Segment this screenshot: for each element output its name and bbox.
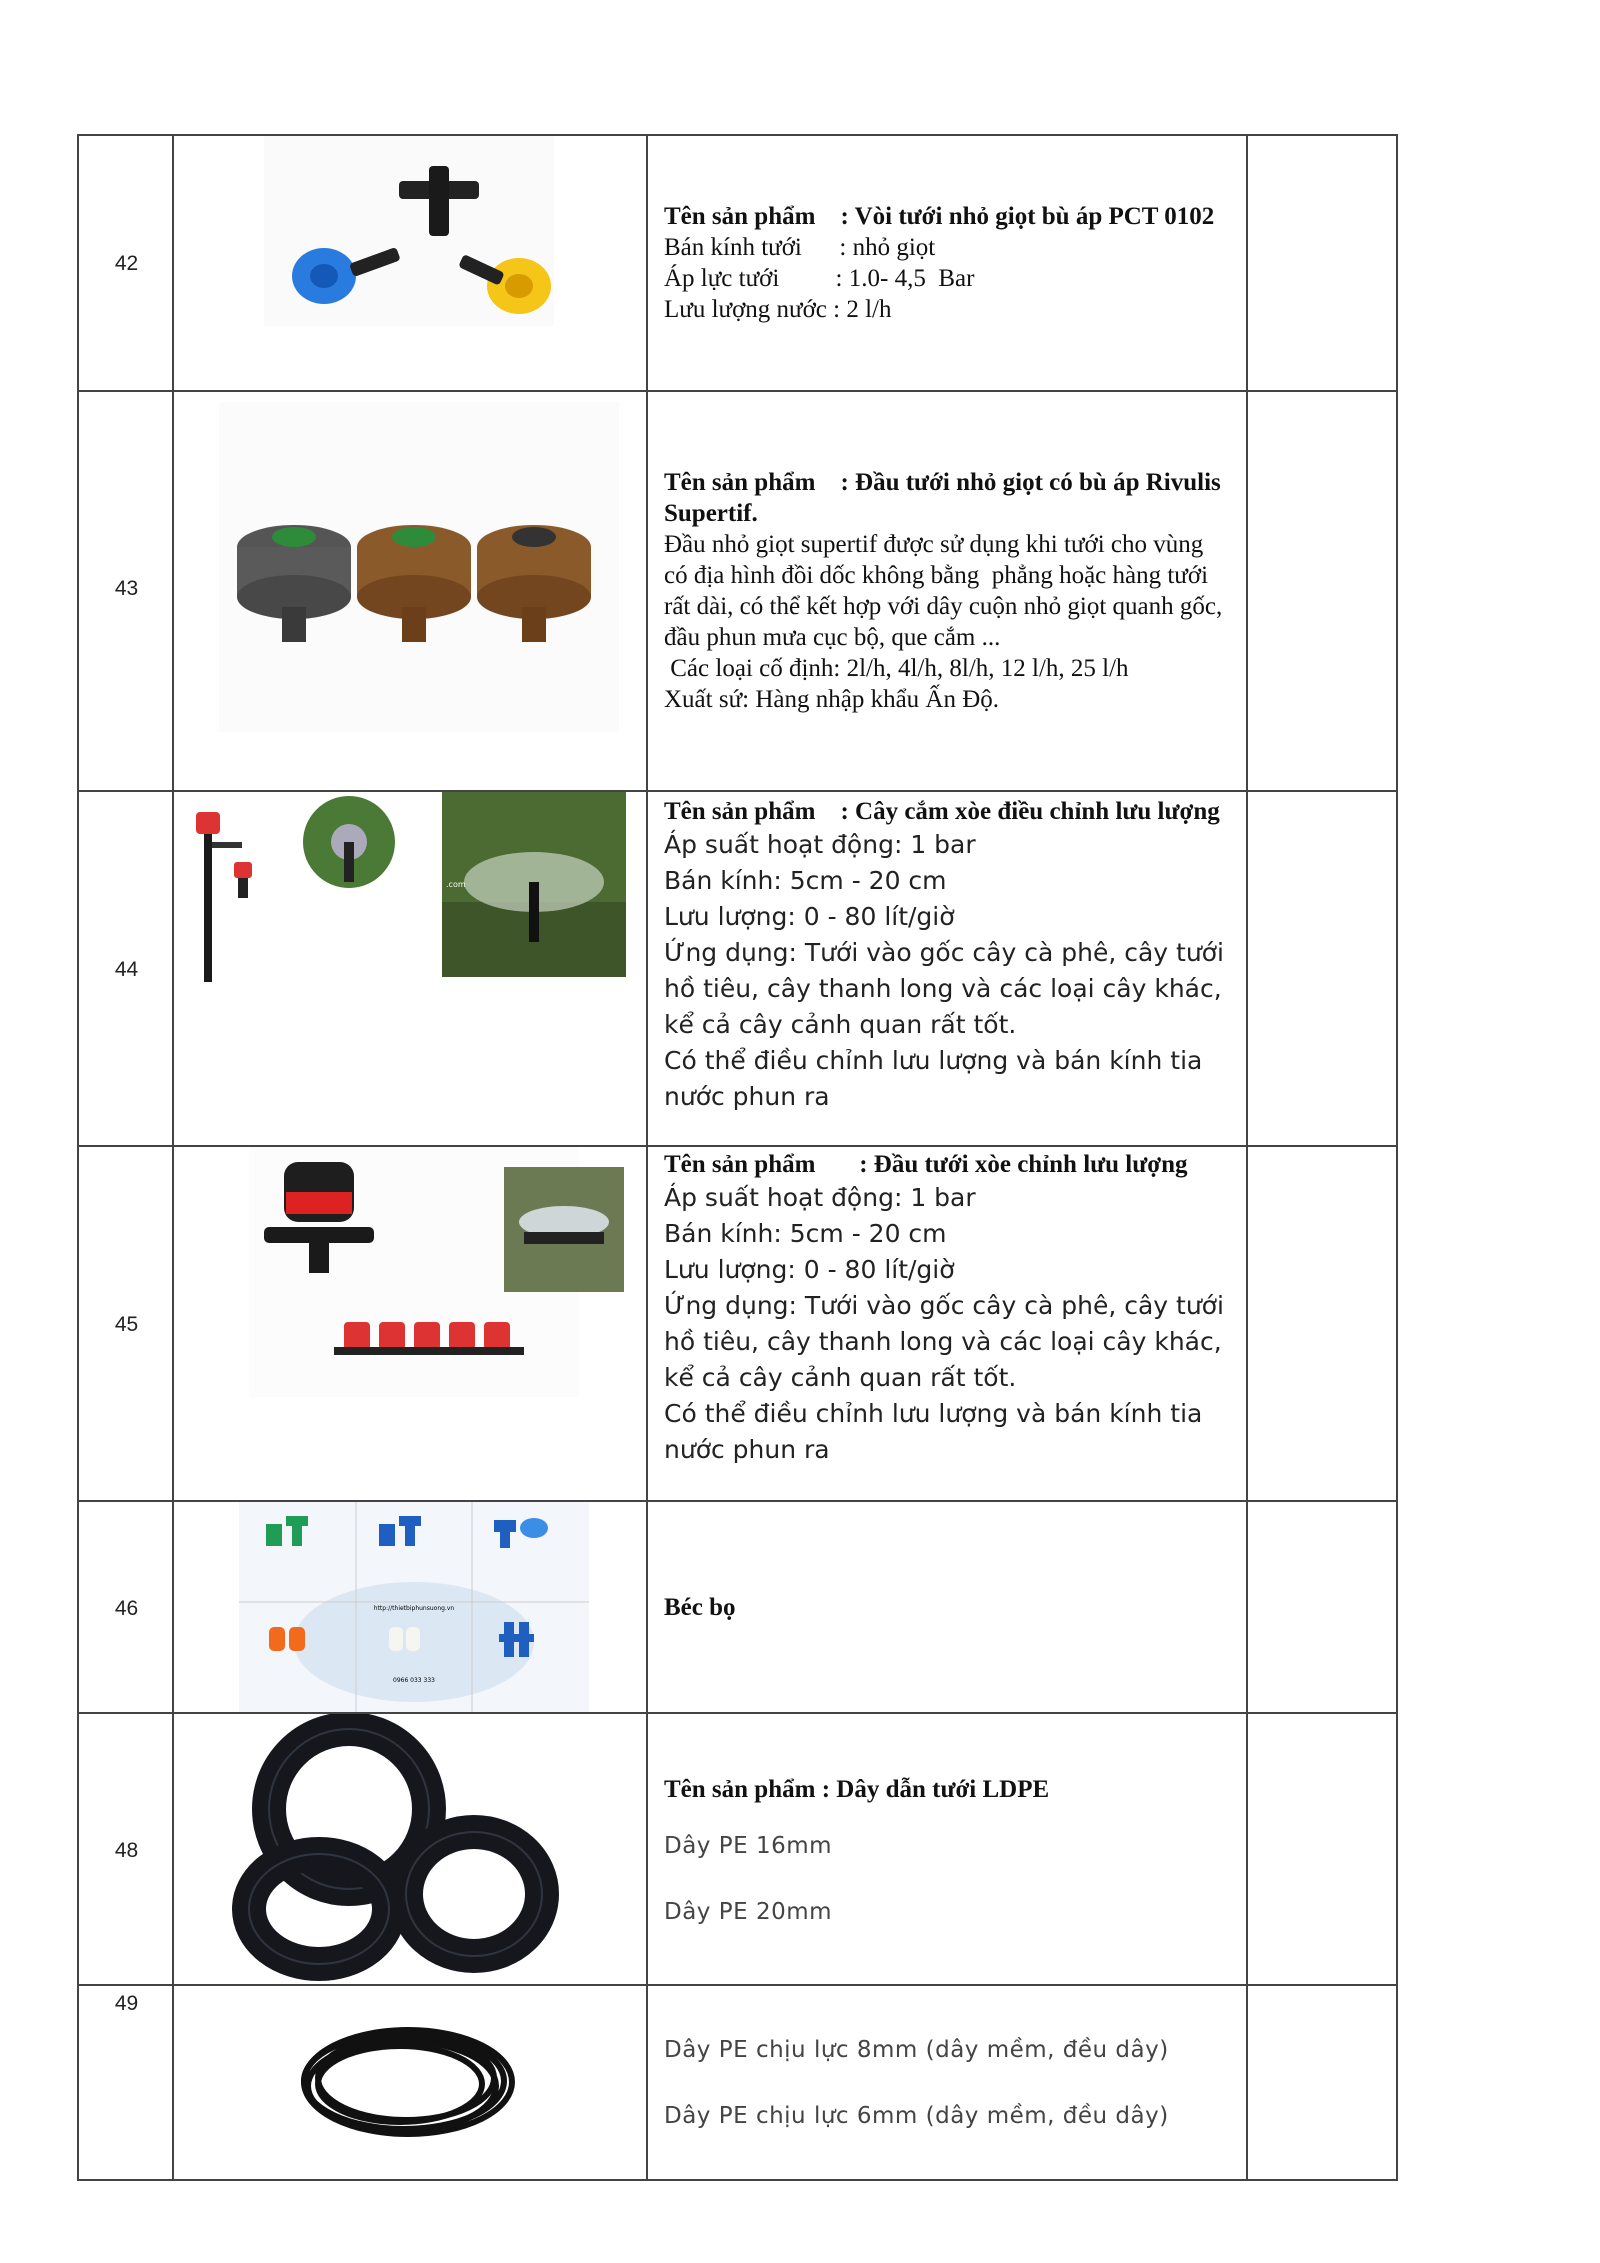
product-image-pe-tube-coil xyxy=(174,1986,648,2179)
spec-line: Bán kính: 5cm - 20 cm xyxy=(664,1219,947,1248)
product-image-adjustable-drippers xyxy=(174,1147,648,1500)
spec-line: Lưu lượng: 0 - 80 lít/giờ xyxy=(664,902,955,931)
product-name: : Vòi tưới nhỏ giọt bù áp PCT 0102 xyxy=(840,203,1215,230)
table-row xyxy=(77,134,1398,392)
spec-line: Dây PE chịu lực 6mm (dây mềm, đều dây) xyxy=(664,2102,1169,2129)
product-image-bug-sprinklers xyxy=(174,1502,648,1712)
table-row xyxy=(77,1147,1398,1502)
empty-cell xyxy=(1248,1147,1398,1500)
row-number: 45 xyxy=(114,1313,139,1336)
watermark-text: .com xyxy=(446,880,466,889)
spec-line: Áp suất hoạt động: 1 bar xyxy=(664,830,976,859)
product-description xyxy=(648,1502,1248,1712)
product-description xyxy=(648,1714,1248,1984)
spec-line: Các loại cố định: 2l/h, 4l/h, 8l/h, 12 l/h, 25 l/h xyxy=(664,655,1129,682)
product-image-pe-pipe-coils xyxy=(174,1714,648,1984)
product-description xyxy=(648,792,1248,1145)
product-image-supertif-drippers xyxy=(174,392,648,790)
spec-line: Có thể điều chỉnh lưu lượng và bán kính tia nước phun ra xyxy=(664,1399,1211,1464)
spec-line: Lưu lượng nước : 2 l/h xyxy=(664,296,892,323)
table-row xyxy=(77,792,1398,1147)
empty-cell xyxy=(1248,792,1398,1145)
row-number: 43 xyxy=(114,577,139,600)
product-name-label: Tên sản phẩm xyxy=(664,1151,816,1178)
product-name: : Cây cắm xòe điều chỉnh lưu lượng xyxy=(840,798,1220,825)
product-image-drip-emitters xyxy=(174,136,648,390)
product-image-stake-sprinkler xyxy=(174,792,648,1145)
empty-cell xyxy=(1248,1986,1398,2179)
table-row xyxy=(77,1986,1398,2181)
product-description xyxy=(648,392,1248,790)
empty-cell xyxy=(1248,136,1398,390)
product-description xyxy=(648,1986,1248,2179)
spec-line: Dây PE chịu lực 8mm (dây mềm, đều dây) xyxy=(664,2036,1169,2063)
product-name: : Đầu tưới nhỏ giọt có bù áp Rivulis Supertif. xyxy=(664,469,1221,527)
spec-line: Áp lực tưới : 1.0- 4,5 Bar xyxy=(664,265,975,292)
product-table xyxy=(77,134,1398,2181)
row-number: 44 xyxy=(114,958,139,981)
spec-line: Dây PE 20mm xyxy=(664,1898,833,1925)
catalog-url-text: http://thietbiphunsuong.vn xyxy=(373,1605,455,1612)
spec-line: Bán kính tưới : nhỏ giọt xyxy=(664,234,936,261)
table-row xyxy=(77,1714,1398,1986)
table-row xyxy=(77,1502,1398,1714)
product-name: Béc bọ xyxy=(664,1593,736,1621)
empty-cell xyxy=(1248,392,1398,790)
spec-line: Dây PE 16mm xyxy=(664,1832,833,1859)
empty-cell xyxy=(1248,1502,1398,1712)
spec-line: Ứng dụng: Tưới vào gốc cây cà phê, cây tưới hồ tiêu, cây thanh long và các loại cây khác, kể cả cây cảnh quan rất tốt. xyxy=(664,1291,1232,1392)
spec-line: Bán kính: 5cm - 20 cm xyxy=(664,866,947,895)
product-name: : Đầu tưới xòe chỉnh lưu lượng xyxy=(859,1151,1188,1178)
spec-line: Đầu nhỏ giọt supertif được sử dụng khi tưới cho vùng có địa hình đồi dốc không bằng phẳng hoặc hàng tưới rất dài, có thể kết hợp với dây cuộn nhỏ giọt quanh gốc, đầu phun mưa cục bộ, que cắm ... xyxy=(664,531,1229,651)
spec-line: Xuất sứ: Hàng nhập khẩu Ấn Độ. xyxy=(664,686,1000,713)
row-number: 46 xyxy=(114,1597,139,1620)
spec-line: Ứng dụng: Tưới vào gốc cây cà phê, cây tưới hồ tiêu, cây thanh long và các loại cây khác, kể cả cây cảnh quan rất tốt. xyxy=(664,938,1232,1039)
row-number: 48 xyxy=(114,1839,139,1862)
product-name: : Dây dẫn tưới LDPE xyxy=(821,1775,1050,1803)
product-description xyxy=(648,136,1248,390)
spec-line: Có thể điều chỉnh lưu lượng và bán kính tia nước phun ra xyxy=(664,1046,1211,1111)
product-description xyxy=(648,1147,1248,1500)
product-name-label: Tên sản phẩm xyxy=(664,469,816,496)
catalog-phone-text: 0966 033 333 xyxy=(393,1677,435,1684)
spec-line: Lưu lượng: 0 - 80 lít/giờ xyxy=(664,1255,955,1284)
row-number: 49 xyxy=(114,1992,139,2015)
row-number: 42 xyxy=(114,252,139,275)
product-name-label: Tên sản phẩm xyxy=(664,798,816,825)
product-name-label: Tên sản phẩm xyxy=(664,203,816,230)
empty-cell xyxy=(1248,1714,1398,1984)
spec-line: Áp suất hoạt động: 1 bar xyxy=(664,1183,976,1212)
table-row xyxy=(77,392,1398,792)
product-name-label: Tên sản phẩm xyxy=(664,1775,816,1803)
